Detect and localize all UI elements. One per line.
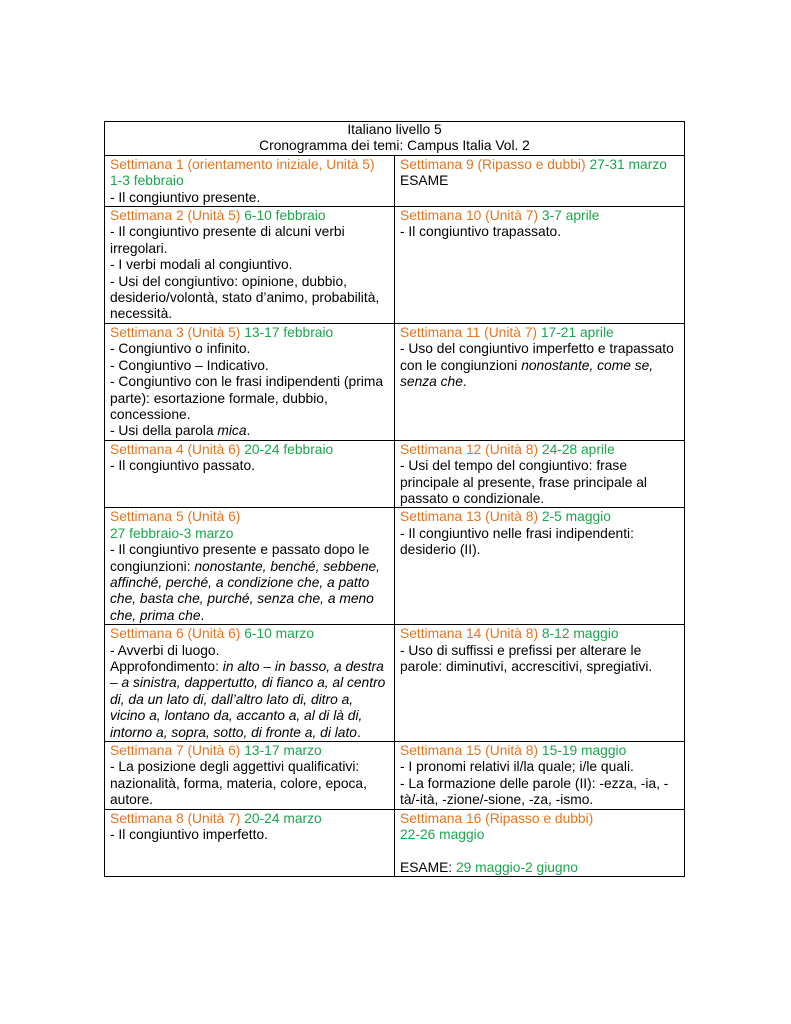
topic-text-italic: nonostante, come se, senza che [400, 357, 654, 390]
schedule-page [104, 121, 684, 877]
topic-text-italic: nonostante, benché, sebbene, affinché, perché, a condizione che, a patto che, basta che, purché, senza che, a meno che, prima che [110, 558, 381, 623]
week-heading [110, 743, 389, 759]
week-heading [110, 325, 389, 341]
week-heading [400, 509, 679, 525]
topic-line [110, 759, 389, 808]
topic-line [400, 643, 679, 676]
table-row [105, 809, 685, 877]
week-label: Settimana 7 (Unità 6) [110, 743, 241, 759]
topic-text: . [246, 423, 251, 439]
topic-line [110, 659, 389, 741]
topic-line [110, 358, 389, 374]
week-cell-right [395, 742, 685, 810]
week-label: Settimana 3 (Unità 5) [110, 324, 241, 340]
topic-text: - La formazione delle parole (II): -ezza, -ia, -tà/-ità, -zione/-sione, -za, -ismo. [400, 775, 669, 808]
week-heading [110, 509, 389, 525]
week-cell-left [105, 440, 395, 508]
blank-line [400, 843, 679, 859]
topic-text: - I pronomi relativi il/la quale; i/le quali. [400, 759, 634, 775]
week-label: Settimana 5 (Unità 6) [110, 509, 241, 525]
topic-text: - Usi della parola [110, 423, 218, 439]
week-label: Settimana 14 (Unità 8) [400, 626, 539, 642]
week-label: Settimana 10 (Unità 7) [400, 208, 539, 224]
table-row [105, 742, 685, 810]
topic-text: . [356, 724, 361, 740]
exam-label: ESAME: [400, 859, 453, 875]
table-row [105, 207, 685, 324]
week-label: Settimana 15 (Unità 8) [400, 743, 539, 759]
week-label: Settimana 16 (Ripasso e dubbi) [400, 810, 594, 826]
topic-text: - Uso di suffissi e prefissi per alterare le parole: diminutivi, accrescitivi, spregiativi. [400, 642, 653, 674]
week-label: Settimana 11 (Unità 7) [400, 324, 538, 340]
week-dates: 22-26 maggio [400, 827, 485, 843]
topic-text: - Il congiuntivo passato. [110, 458, 255, 474]
week-cell-left [105, 323, 395, 440]
week-label: Settimana 12 (Unità 8) [400, 441, 539, 457]
table-row [105, 323, 685, 440]
week-dates: 3-7 aprile [541, 208, 600, 224]
topic-line [400, 341, 679, 390]
week-cell-left [105, 207, 395, 324]
topic-text: - Congiuntivo – Indicativo. [110, 357, 269, 373]
topic-text: . [462, 374, 467, 390]
week-heading [110, 442, 389, 458]
week-cell-right [395, 625, 685, 742]
topic-line [400, 458, 679, 507]
week-dates: 27 febbraio-3 marzo [110, 525, 234, 541]
week-label: Settimana 13 (Unità 8) [400, 509, 539, 525]
topic-text-italic: in alto – in basso, a destra – a sinistra, dappertutto, di fianco a, al centro di, da un lato di, dall’altro lato di, ditro a, vicino a, lontano da, accanto a, al di là di, intorno a, sopra, sotto, di fronte a, di lato [110, 659, 386, 740]
week-dates: 6-10 marzo [244, 626, 314, 642]
week-dates: 8-12 maggio [541, 626, 619, 642]
week-dates: 15-19 maggio [541, 743, 627, 759]
topic-line [400, 759, 679, 775]
topic-text: - Usi del congiuntivo: opinione, dubbio, desiderio/volontà, stato d’animo, probabilità, necessità. [110, 273, 380, 322]
week-heading [110, 208, 389, 224]
topic-line [110, 257, 389, 273]
topic-text: - Il congiuntivo nelle frasi indipendenti: desiderio (II). [400, 525, 634, 558]
topic-line [400, 173, 679, 189]
week-cell-right [395, 155, 685, 206]
topic-text: - Il congiuntivo presente e passato dopo le congiunzioni: [110, 542, 370, 574]
topic-text: - Il congiuntivo imperfetto. [110, 827, 268, 843]
topic-text: . [200, 607, 205, 623]
week-heading [110, 157, 389, 190]
topic-line [110, 341, 389, 357]
topic-line [110, 190, 389, 206]
week-heading [400, 208, 679, 224]
topic-text: - I verbi modali al congiuntivo. [110, 257, 293, 273]
week-dates: 24-28 aprile [541, 441, 615, 457]
week-dates: 27-31 marzo [589, 156, 667, 172]
week-dates: 2-5 maggio [541, 509, 611, 525]
week-dates: 17-21 aprile [540, 324, 614, 340]
week-heading [400, 811, 679, 827]
week-heading [400, 325, 679, 341]
topic-line [110, 224, 389, 257]
week-cell-left [105, 508, 395, 625]
week-cell-right [395, 809, 685, 877]
week-label: Settimana 8 (Unità 7) [110, 810, 241, 826]
week-dates: 13-17 marzo [244, 743, 322, 759]
week-dates: 6-10 febbraio [244, 208, 326, 224]
topic-line [110, 643, 389, 659]
topic-line [110, 542, 389, 624]
week-dates: 20-24 febbraio [244, 441, 334, 457]
week-label: Settimana 4 (Unità 6) [110, 441, 241, 457]
exam-dates: 29 maggio-2 giugno [455, 859, 578, 875]
week-cell-right [395, 323, 685, 440]
topic-line [400, 224, 679, 240]
topic-line [110, 274, 389, 323]
topic-text: - Avverbi di luogo. [110, 642, 220, 658]
week-cell-left [105, 742, 395, 810]
week-dates: 1-3 febbraio [110, 173, 184, 189]
week-heading [400, 743, 679, 759]
week-dates: 13-17 febbraio [244, 324, 334, 340]
topic-text: Approfondimento: [110, 659, 223, 674]
topic-text-italic: mica [217, 423, 247, 439]
table-row [105, 625, 685, 742]
topic-line [110, 827, 389, 843]
week-label: Settimana 2 (Unità 5) [110, 208, 241, 224]
week-dates: 20-24 marzo [244, 810, 322, 826]
table-row [105, 440, 685, 508]
topic-text: - Il congiuntivo presente di alcuni verbi irregolari. [110, 224, 345, 256]
schedule-table [104, 121, 685, 877]
topic-line [110, 374, 389, 423]
topic-line [110, 458, 389, 474]
topic-text: - Congiuntivo con le frasi indipendenti (prima parte): esortazione formale, dubbio, concessione. [110, 374, 384, 422]
table-header-row [105, 122, 685, 156]
topic-text: - Il congiuntivo trapassato. [400, 224, 562, 240]
week-cell-left [105, 155, 395, 206]
week-label: Settimana 6 (Unità 6) [110, 626, 241, 642]
course-title: Italiano livello 5 [347, 122, 442, 137]
week-cell-right [395, 207, 685, 324]
topic-line [400, 776, 679, 809]
topic-line [110, 423, 389, 439]
topic-text: - La posizione degli aggettivi qualificativi: nazionalità, forma, materia, colore, epoca, autore. [110, 759, 367, 808]
exam-line [400, 860, 679, 876]
table-row [105, 508, 685, 625]
schedule-subtitle: Cronogramma dei temi: Campus Italia Vol. 2 [259, 138, 530, 154]
week-label: Settimana 1 (orientamento iniziale, Unità 5) [110, 156, 375, 172]
week-heading [400, 442, 679, 458]
topic-text: - Uso del congiuntivo imperfetto e trapassato con le congiunzioni [400, 341, 674, 373]
week-heading [110, 811, 389, 827]
week-cell-right [395, 508, 685, 625]
week-cell-left [105, 809, 395, 877]
table-row [105, 155, 685, 206]
week-heading [400, 157, 679, 173]
table-header-cell [105, 122, 685, 156]
topic-text: - Congiuntivo o infinito. [110, 341, 251, 357]
topic-text: ESAME [400, 173, 449, 189]
week-heading [110, 626, 389, 642]
topic-text: - Usi del tempo del congiuntivo: frase principale al presente, frase principale al passato o condizionale. [400, 458, 647, 506]
week-label: Settimana 9 (Ripasso e dubbi) [400, 156, 586, 172]
week-cell-right [395, 440, 685, 508]
topic-text: - Il congiuntivo presente. [110, 189, 261, 205]
week-cell-left [105, 625, 395, 742]
week-heading [400, 626, 679, 642]
topic-line [400, 526, 679, 559]
